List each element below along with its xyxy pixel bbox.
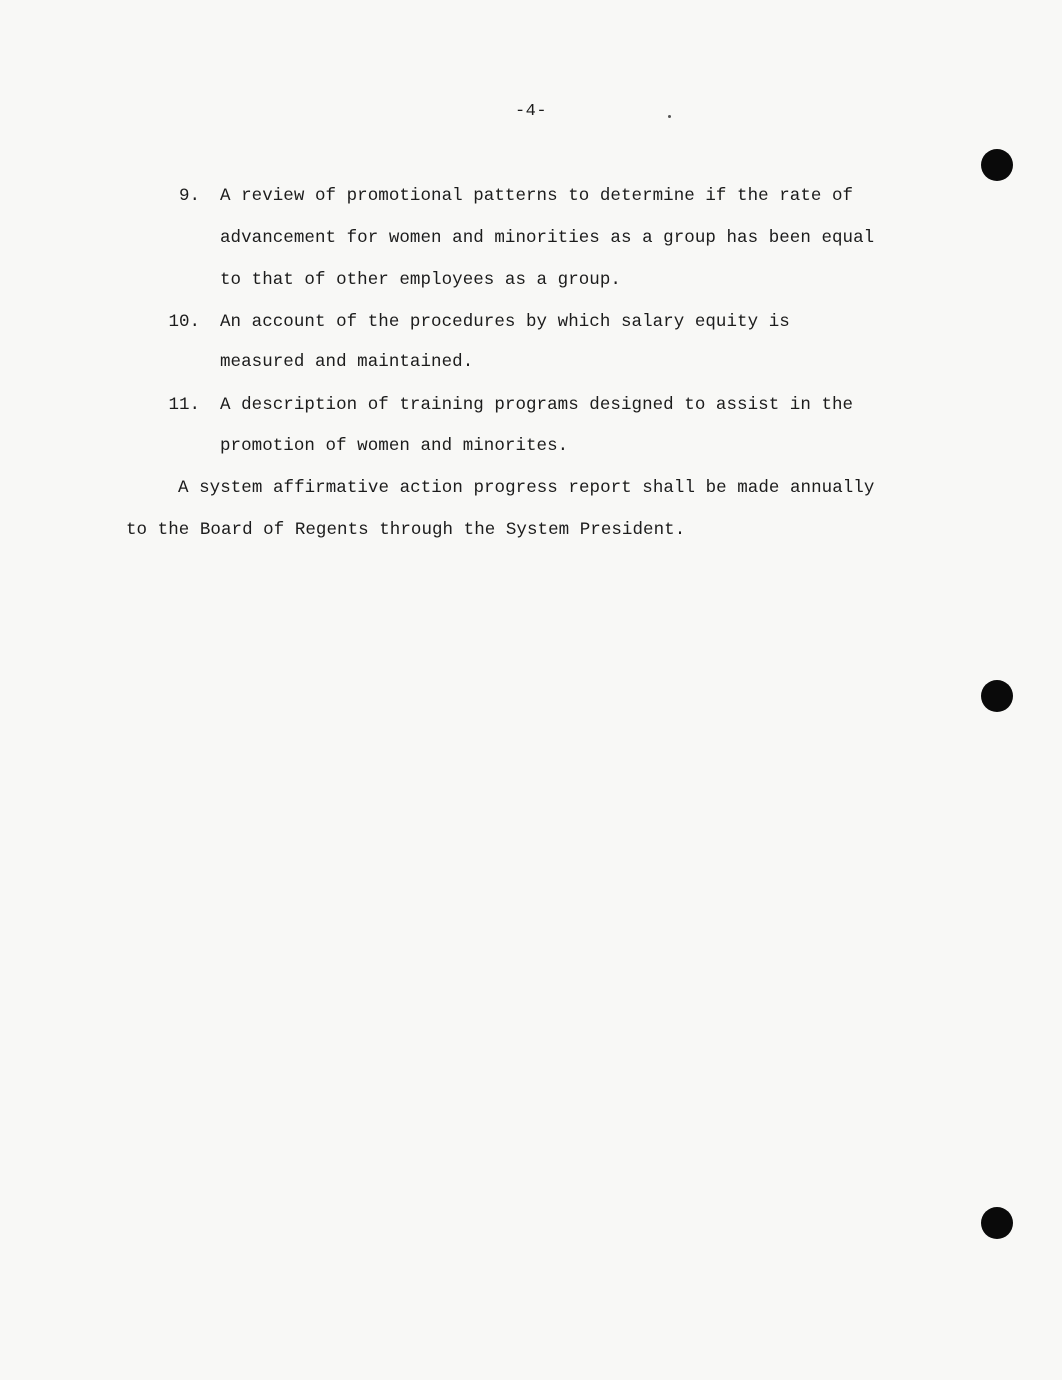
page-number: -4- (514, 102, 548, 121)
item-text-line: promotion of women and minorites. (220, 436, 569, 456)
item-number: 11. (168, 395, 200, 415)
item-number: 9. (178, 186, 200, 206)
item-text-line: measured and maintained. (220, 352, 474, 372)
paper-speck (668, 115, 671, 118)
punch-hole (981, 680, 1013, 712)
item-text-line: A description of training programs designed to assist in the (220, 395, 854, 415)
item-number: 10. (168, 312, 200, 332)
item-text-line: advancement for women and minorities as a group has been equal (220, 228, 875, 248)
paragraph-line: to the Board of Regents through the System President. (126, 520, 686, 540)
item-text-line: to that of other employees as a group. (220, 270, 621, 290)
punch-hole (981, 1207, 1013, 1239)
item-text-line: A review of promotional patterns to determine if the rate of (220, 186, 854, 206)
punch-hole (981, 149, 1013, 181)
paragraph-line: A system affirmative action progress report shall be made annually (178, 478, 875, 498)
item-text-line: An account of the procedures by which salary equity is (220, 312, 790, 332)
